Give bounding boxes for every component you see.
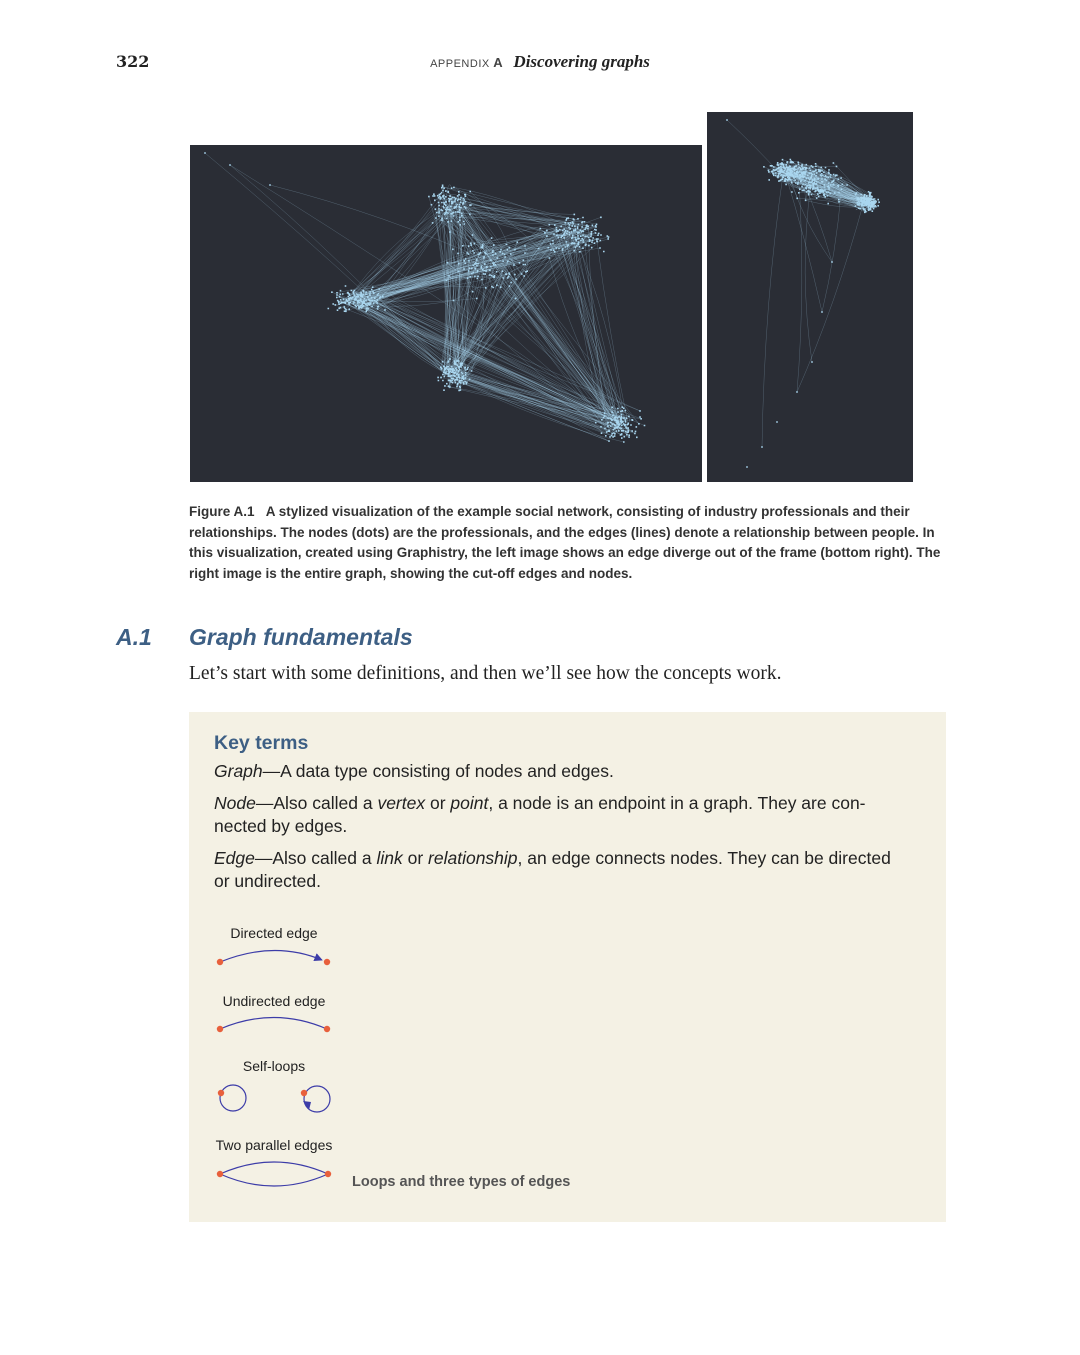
directed-edge xyxy=(217,950,330,965)
self-loop-undirected xyxy=(218,1085,246,1111)
section-title: Graph fundamentals xyxy=(189,624,413,650)
parallel-edges xyxy=(217,1162,331,1186)
term-node: Node xyxy=(214,793,256,813)
network-right-graph xyxy=(726,120,880,467)
sidebar-title: Key terms xyxy=(214,732,309,754)
appendix-label: APPENDIX A xyxy=(430,55,504,70)
definition-graph xyxy=(214,760,924,783)
definition-text: —A data type consisting of nodes and edges. xyxy=(262,761,614,781)
page-number: 322 xyxy=(116,52,150,71)
running-head xyxy=(0,52,1080,72)
section-number: A.1 xyxy=(116,624,152,650)
definition-text: , a node is an endpoint in a graph. They are con- xyxy=(488,793,866,813)
definition-text: nected by edges. xyxy=(214,816,348,836)
network-nodes xyxy=(726,120,880,467)
definition-text: or undirected. xyxy=(214,871,322,891)
term-alt: relationship xyxy=(428,848,518,868)
label-two-parallel-edges: Two parallel edges xyxy=(215,1137,333,1153)
network-visualization-left xyxy=(190,145,702,482)
diagram-caption: Loops and three types of edges xyxy=(352,1174,571,1190)
label-directed-edge: Directed edge xyxy=(230,925,318,941)
definition-text: —Also called a xyxy=(255,793,378,813)
definition-edge xyxy=(214,847,924,893)
figure-label: Figure A.1 xyxy=(189,504,255,519)
self-loop-directed xyxy=(301,1086,330,1112)
network-visualization-right xyxy=(707,112,913,482)
definition-node xyxy=(214,792,924,838)
network-nodes xyxy=(204,153,645,442)
undirected-edge xyxy=(217,1018,330,1033)
definition-text: or xyxy=(402,848,429,868)
chapter-title: Discovering graphs xyxy=(513,52,650,71)
term-alt: point xyxy=(450,793,489,813)
edge-types-diagram xyxy=(210,940,345,1200)
figure-caption xyxy=(189,502,949,584)
network-left-graph xyxy=(204,153,645,442)
network-edges xyxy=(205,153,645,442)
definition-text: or xyxy=(425,793,451,813)
definition-text: , an edge connects nodes. They can be directed xyxy=(517,848,891,868)
intro-paragraph: Let’s start with some definitions, and then we’ll see how the concepts work. xyxy=(189,663,782,684)
term-graph: Graph xyxy=(214,761,263,781)
label-undirected-edge: Undirected edge xyxy=(222,993,326,1009)
definition-text: —Also called a xyxy=(254,848,377,868)
term-alt: link xyxy=(376,848,403,868)
term-alt: vertex xyxy=(377,793,426,813)
figure-caption-text: A stylized visualization of the example social network, consisting of industry professionals and their relationships. The nodes (dots) are the professionals, and the edges (lines) denote a relationship between people. In this visualization, created using Graphistry, the left image shows an edge diverge out of the frame (bottom right). The right image is the entire graph, showing the cut-off edges and nodes. xyxy=(189,504,941,581)
term-edge: Edge xyxy=(214,848,255,868)
label-self-loops: Self-loops xyxy=(242,1058,306,1074)
